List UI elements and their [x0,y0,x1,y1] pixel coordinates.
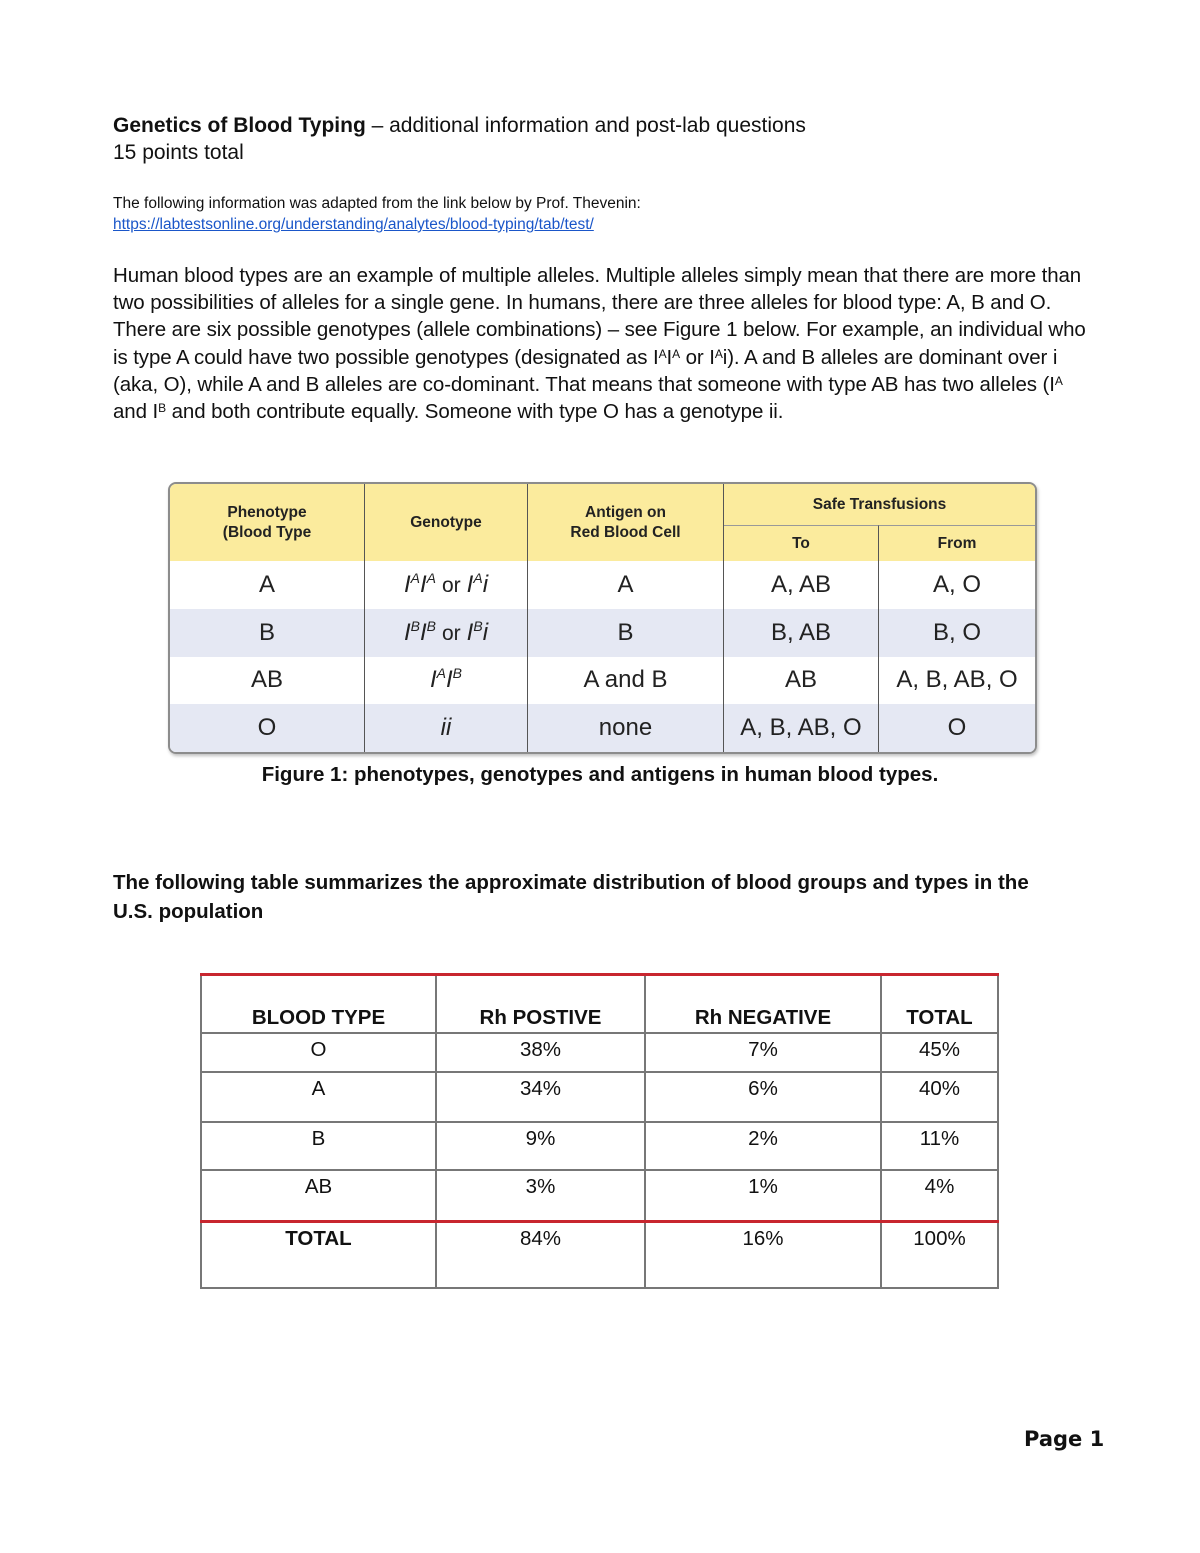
table-cell: 40% [881,1072,998,1122]
table-cell: 9% [436,1122,645,1170]
source-link[interactable]: https://labtestsonline.org/understanding/analytes/blood-typing/tab/test/ [113,216,594,233]
table-row [201,1170,998,1222]
distribution-heading: The following table summarizes the approximate distribution of blood groups and types in the U.S. population [113,871,1029,923]
table-row [201,1072,998,1122]
table-cell: 34% [436,1072,645,1122]
intro-text-4: i). A and B alleles are dominant over i (aka, O), while A and B alleles are co-dominant. That means that someone with type AB has two alleles (I [113,345,1058,396]
transfuse-from-cell: O [879,704,1035,752]
page-number: Page 1 [1024,1427,1105,1451]
transfuse-to-cell: A, B, AB, O [724,704,879,752]
genotype-cell: $I^AI^A$ or $I^Ai$ [365,561,528,609]
phenotype-cell: B [170,609,365,657]
title-subtitle: – additional information and post-lab questions [365,114,806,137]
distribution-table [200,973,999,1289]
table-cell: 84% [436,1222,645,1288]
transfuse-to-cell: AB [724,657,879,705]
total-row [201,1222,998,1288]
header-to: To [724,525,879,561]
intro-paragraph [113,262,1088,425]
intro-text-5: and I [113,400,159,424]
column-header: BLOOD TYPE [201,975,436,1033]
table-cell: 38% [436,1033,645,1072]
transfuse-from-cell: A, B, AB, O [879,657,1035,705]
table-cell: 45% [881,1033,998,1072]
intro-text-6: and both contribute equally. Someone with type O has a genotype ii. [166,400,784,424]
column-header: Rh NEGATIVE [645,975,881,1033]
table-cell: 11% [881,1122,998,1170]
table-cell: B [201,1122,436,1170]
intro-text-2: I [666,345,673,369]
table-cell: AB [201,1170,436,1222]
points-total: 15 points total [113,141,244,164]
genotype-cell: $I^BI^B$ or $I^Bi$ [365,609,528,657]
figure1-table [168,482,1037,754]
header-phenotype: Phenotype (Blood Type [170,484,365,561]
table-row [201,1122,998,1170]
figure1-row-o [170,704,1035,752]
antigen-cell: none [528,704,724,752]
genotype-cell: $I^AI^B$ [365,657,528,705]
table-cell: 1% [645,1170,881,1222]
phenotype-cell: A [170,561,365,609]
phenotype-cell: AB [170,657,365,705]
antigen-cell: A and B [528,657,724,705]
transfuse-to-cell: B, AB [724,609,879,657]
table-cell: 100% [881,1222,998,1288]
column-header: TOTAL [881,975,998,1033]
antigen-cell: A [528,561,724,609]
table-cell: 4% [881,1170,998,1222]
figure1-row-ab [170,657,1035,705]
table-cell: 7% [645,1033,881,1072]
source-note: The following information was adapted from the link below by Prof. Thevenin: [113,195,641,212]
header-genotype: Genotype [365,484,528,561]
transfuse-from-cell: A, O [879,561,1035,609]
allele-sup: B [158,401,167,416]
allele-sup: A [714,346,723,361]
document-title [113,114,806,138]
phenotype-cell: O [170,704,365,752]
header-from: From [879,525,1035,561]
transfuse-from-cell: B, O [879,609,1035,657]
figure1-caption: Figure 1: phenotypes, genotypes and antigens in human blood types. [261,763,939,786]
table-cell: 6% [645,1072,881,1122]
transfuse-to-cell: A, AB [724,561,879,609]
genotype-cell: ii [365,704,528,752]
column-header: Rh POSTIVE [436,975,645,1033]
figure1-row-a [170,561,1035,609]
table-cell: 2% [645,1122,881,1170]
antigen-cell: B [528,609,724,657]
intro-text-1: Human blood types are an example of multiple alleles. Multiple alleles simply mean that there are more than two possibilities of alleles for a single gene. In humans, there are three alleles for blood type: A, B and O. There are six possible genotypes (allele combinations) – see Figure 1 below. For example, an individual who is type A could have two possible genotypes (designated as I [113,264,1086,369]
figure1-row-b [170,609,1035,657]
distribution-header-row [201,975,998,1033]
table-cell: 16% [645,1222,881,1288]
title-bold: Genetics of Blood Typing [113,114,366,137]
header-safe-transfusions: Safe Transfusions [724,484,1035,525]
table-cell: TOTAL [201,1222,436,1288]
allele-sup: A [672,346,681,361]
allele-sup: A [658,346,667,361]
table-cell: O [201,1033,436,1072]
table-cell: A [201,1072,436,1122]
allele-sup: A [1054,373,1063,388]
table-cell: 3% [436,1170,645,1222]
table-row [201,1033,998,1072]
intro-text-3: or I [680,345,715,369]
header-antigen: Antigen on Red Blood Cell [528,484,724,561]
